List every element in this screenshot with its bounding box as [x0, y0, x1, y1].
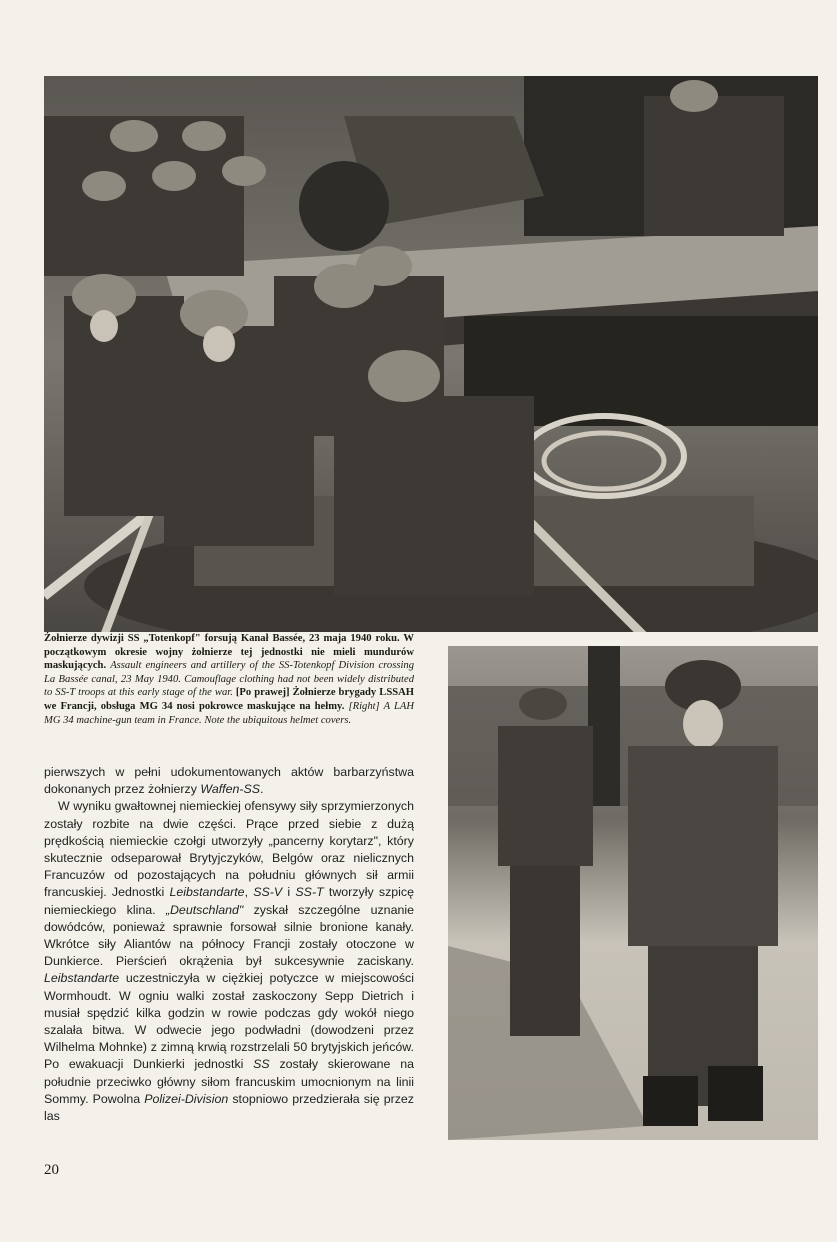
p2-text-2: ,: [244, 885, 254, 900]
caption-polish-1: Żołnierze dywizji SS „Totenkopf" forsują Kanał Bassée, 23 maja 1940 roku. W początkowym okresie wojny żołnierze tej jednostki nie mieli mundurów maskujących.: [44, 633, 414, 672]
p2-italic-5: Leibstandarte: [44, 971, 120, 986]
p2-text-4: tworzyły szpicę niemieckiego klina.: [44, 885, 414, 917]
p2-italic-7: Polizei-Division: [144, 1091, 229, 1106]
paragraph-2: [44, 798, 414, 1125]
p2-italic-2: SS-V: [253, 885, 283, 900]
p2-text-1: W wyniku gwałtownej niemieckiej ofensywy siły sprzymierzonych zostały rozbite na dwie części. Prące przed siebie z dużą prędkością niemieckie czołgi utworzyły „pancerny korytarz", który skutecznie odseparował Brytyjczyków, Belgów oraz nielicznych Francuzów od pozostających na południu głównych sił armii francuskiej. Jednostki: [44, 799, 414, 900]
p2-text-6: uczestniczyła w ciężkiej potyczce w miejscowości Wormhoudt. W ogniu walki został zaskoczony Sepp Dietrich i musiał spędzić kilka godzin w rowie podczas gdy wokół niego szalała bitwa. W odwecie jego podwładni (dowodzeni przez Wilhelma Mohnke) z zimną krwią rozstrzelali 50 brytyjskich jeńców. Po ewakuacji Dunkierki jednostki: [44, 971, 414, 1072]
p2-text-5: zyskał szczególne uznanie dowódców, ponieważ sprawnie forsował silnie bronione kanały. Wkrótce siły Aliantów na północy Francji zostały otoczone w Dunkierce. Pierścień okrążenia był sukcesywnie zaciskany.: [44, 902, 414, 969]
article-body: [44, 764, 414, 1125]
p2-italic-4: „Deutschland": [165, 902, 244, 917]
p2-text-8: stopniowo przedzierała się przez las: [44, 1091, 414, 1124]
p2-italic-3: SS-T: [295, 885, 324, 900]
p1-italic-1: Waffen-SS: [200, 782, 261, 797]
page-number: 20: [44, 1162, 59, 1178]
p2-italic-6: SS: [253, 1057, 270, 1072]
mg34-team-image: [448, 646, 818, 1140]
caption-polish-2: [Po prawej] Żołnierze brygady LSSAH we Francji, obsługa MG 34 nosi pokrowce maskujące na hełmy.: [44, 687, 414, 712]
photo-canal-crossing: [44, 76, 818, 632]
photo-mg34-team: [448, 646, 818, 1140]
photo-caption: [44, 632, 414, 727]
p1-text-2: .: [260, 782, 264, 797]
canal-crossing-image: [44, 76, 818, 632]
p2-text-3: i: [282, 885, 296, 900]
caption-english-2: [Right] A LAH MG 34 machine-gun team in France. Note the ubiquitous helmet covers.: [44, 700, 414, 726]
p2-text-7: zostały skierowane na południe przeciwko główny siłom francuskim umocnionym na linii Sommy. Powolna: [44, 1057, 414, 1106]
p2-italic-1: Leibstandarte: [169, 885, 245, 900]
paragraph-1: [44, 764, 414, 798]
caption-english-1: Assault engineers and artillery of the SS-Totenkopf Division crossing La Bassée canal, 23 May 1940. Camouflage clothing had not been widely distributed to SS-T troops at this early stage of the war.: [44, 660, 414, 699]
p1-text-1: pierwszych w pełni udokumentowanych aktów barbarzyństwa dokonanych przez żołnierzy: [44, 765, 414, 797]
